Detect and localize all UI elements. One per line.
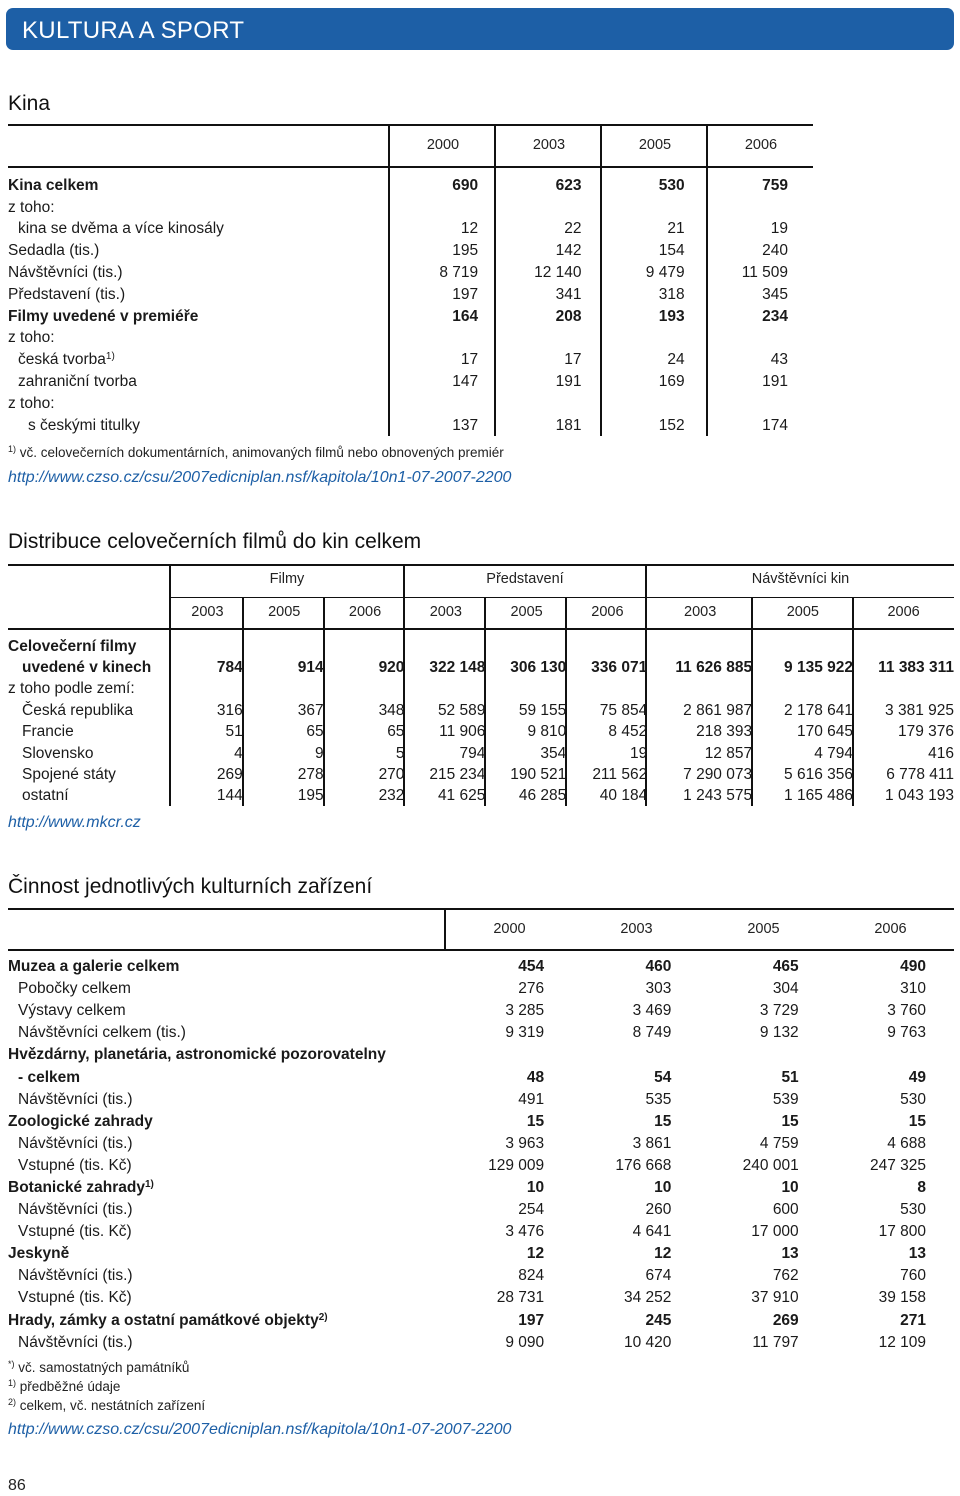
cell-value: 37 910 — [751, 1289, 799, 1307]
cell-value: 129 009 — [488, 1156, 545, 1174]
cell-value: 3 381 925 — [885, 701, 954, 719]
cell-value: 4 — [234, 744, 243, 762]
table-row — [8, 657, 954, 678]
row-label: česká tvorba$^{1)}$ — [18, 351, 115, 369]
row-label: Zoologické zahrady — [8, 1112, 153, 1130]
cell-value: 3 476 — [505, 1223, 545, 1241]
year-header: 2005 — [268, 604, 301, 620]
divider — [8, 166, 813, 168]
row-label: Pobočky celkem — [18, 980, 131, 998]
cell-value: 276 — [518, 980, 545, 998]
cell-value: 454 — [518, 958, 545, 976]
cell-value: 6 778 411 — [886, 766, 954, 784]
row-label: Slovensko — [22, 744, 94, 762]
cell-value: 51 — [781, 1068, 799, 1086]
cell-value: 19 — [629, 744, 648, 762]
cell-value: 17 000 — [751, 1223, 799, 1241]
distribuce-year-header — [171, 601, 954, 623]
cell-value: 794 — [459, 744, 486, 762]
cell-value: 17 — [564, 351, 582, 369]
row-label: ostatní — [22, 787, 69, 805]
row-label: Vstupné (tis. Kč) — [18, 1289, 132, 1307]
table-row — [8, 1221, 926, 1243]
cell-value: 416 — [928, 744, 954, 762]
cell-value: 345 — [762, 285, 788, 303]
cell-value: 762 — [772, 1267, 799, 1285]
banner-title: KULTURA A SPORT — [22, 17, 245, 44]
kina-header — [390, 134, 814, 156]
cell-value: 530 — [900, 1201, 926, 1219]
cell-value: 245 — [645, 1311, 672, 1329]
cell-value: 4 641 — [632, 1223, 672, 1241]
table-row — [8, 786, 954, 807]
cell-value: 3 469 — [632, 1002, 672, 1020]
divider — [8, 908, 954, 910]
cell-value: 12 140 — [534, 264, 582, 282]
cell-value: 4 759 — [759, 1134, 799, 1152]
table-row — [8, 1044, 926, 1066]
cell-value: 5 616 356 — [784, 766, 853, 784]
cell-value: 247 325 — [869, 1156, 926, 1174]
cell-value: 348 — [378, 701, 405, 719]
cell-value: 17 — [460, 351, 479, 369]
table-row — [8, 1133, 926, 1155]
cell-value: 9 132 — [759, 1024, 799, 1042]
divider — [8, 564, 954, 566]
row-label: z toho: — [8, 394, 55, 412]
cell-value: 190 521 — [510, 766, 567, 784]
row-label: Hrady, zámky a ostatní památkové objekty$^{2)}$ — [8, 1311, 328, 1329]
table-row — [8, 1022, 926, 1044]
year-header: 2003 — [191, 604, 224, 620]
table-row — [8, 722, 954, 743]
cell-value: 316 — [216, 701, 243, 719]
cell-value: 41 625 — [437, 787, 486, 805]
table-row — [8, 1111, 926, 1133]
cell-value: 51 — [225, 723, 243, 741]
cell-value: 1 043 193 — [885, 787, 954, 805]
cell-value: 174 — [762, 416, 788, 434]
page-number: 86 — [8, 1477, 26, 1494]
table-row — [8, 978, 926, 1000]
table-row — [8, 1089, 926, 1111]
cell-value: 260 — [645, 1201, 672, 1219]
cell-value: 193 — [658, 307, 685, 325]
divider — [8, 124, 813, 126]
cell-value: 759 — [762, 176, 788, 194]
cell-value: 49 — [908, 1068, 926, 1086]
row-label: Návštěvníci (tis.) — [18, 1090, 133, 1108]
row-label: Návštěvníci (tis.) — [18, 1267, 133, 1285]
cell-value: 52 589 — [437, 701, 486, 719]
cell-value: 9 479 — [645, 264, 685, 282]
table-row — [8, 262, 788, 284]
cell-value: 8 749 — [632, 1024, 672, 1042]
cell-value: 9 135 922 — [784, 659, 853, 677]
row-label: Návštěvníci (tis.) — [18, 1333, 133, 1351]
group-header-filmy: Filmy — [269, 571, 305, 587]
cell-value: 142 — [555, 242, 582, 260]
cell-value: 9 810 — [527, 723, 567, 741]
cell-value: 15 — [908, 1112, 926, 1130]
cell-value: 322 148 — [429, 659, 486, 677]
year-header: 2000 — [426, 137, 460, 153]
cell-value: 304 — [772, 980, 799, 998]
cell-value: 914 — [297, 659, 324, 677]
row-label: Výstavy celkem — [18, 1002, 126, 1020]
cell-value: 34 252 — [624, 1289, 672, 1307]
cell-value: 623 — [555, 176, 582, 194]
row-label: Celovečerní filmy — [8, 637, 137, 655]
cell-value: 11 906 — [439, 723, 486, 741]
year-header: 2005 — [638, 137, 672, 153]
table-row — [8, 219, 788, 241]
cell-value: 19 — [770, 220, 788, 238]
row-label: Botanické zahrady$^{1)}$ — [8, 1178, 154, 1196]
cell-value: 310 — [900, 980, 926, 998]
table-row — [8, 197, 788, 219]
row-label: Filmy uvedené v premiéře — [8, 307, 199, 325]
cell-value: 179 376 — [897, 723, 954, 741]
source-link[interactable]: http://www.czso.cz/csu/2007edicniplan.nsf/kapitola/10n1-07-2007-2200 — [8, 1421, 512, 1438]
cell-value: 3 760 — [887, 1002, 926, 1020]
cell-value: 43 — [770, 351, 788, 369]
cell-value: 12 — [460, 220, 479, 238]
row-label: uvedené v kinech — [22, 659, 152, 677]
cell-value: 28 731 — [496, 1289, 545, 1307]
cell-value: 270 — [378, 766, 405, 784]
table-row — [8, 1000, 926, 1022]
cell-value: 15 — [781, 1112, 799, 1130]
cell-value: 15 — [654, 1112, 672, 1130]
year-header: 2003 — [429, 604, 462, 620]
cell-value: 9 763 — [887, 1024, 926, 1042]
year-header: 2006 — [591, 604, 624, 620]
cell-value: 8 719 — [439, 264, 479, 282]
table-row — [8, 1199, 926, 1221]
cell-value: 278 — [297, 766, 324, 784]
section-title-kina: Kina — [8, 92, 51, 115]
kina-footnote: $^{1)}$ vč. celovečerních dokumentárních, animovaných filmů nebo obnovených premiér — [8, 444, 504, 460]
cell-value: 208 — [555, 307, 582, 325]
cell-value: 336 071 — [591, 659, 648, 677]
cell-value: 152 — [658, 416, 685, 434]
row-label: Jeskyně — [8, 1245, 70, 1263]
cell-value: 306 130 — [510, 659, 567, 677]
footnote: *) vč. samostatných památníků — [8, 1359, 190, 1375]
table-row — [8, 1287, 926, 1309]
cell-value: 10 — [526, 1178, 545, 1196]
cell-value: 154 — [658, 242, 685, 260]
cell-value: 4 688 — [887, 1134, 926, 1152]
cell-value: 3 729 — [759, 1002, 799, 1020]
cell-value: 75 854 — [599, 701, 648, 719]
cell-value: 12 109 — [878, 1333, 926, 1351]
cell-value: 13 — [781, 1245, 799, 1263]
cell-value: 4 794 — [814, 744, 853, 762]
table-row — [8, 240, 788, 262]
cell-value: 22 — [564, 220, 582, 238]
cell-value: 2 861 987 — [683, 701, 753, 719]
table-row — [8, 306, 788, 328]
table-row — [8, 700, 954, 721]
section-title-cinnost: Činnost jednotlivých kulturních zařízení — [8, 875, 373, 898]
table-row — [8, 743, 954, 764]
cell-value: 218 393 — [696, 723, 753, 741]
cell-value: 490 — [900, 958, 926, 976]
cell-value: 211 562 — [592, 766, 648, 784]
row-label: kina se dvěma a více kinosály — [18, 220, 224, 238]
cell-value: 46 285 — [518, 787, 567, 805]
table-row — [8, 1332, 926, 1354]
table-row — [8, 956, 926, 978]
cell-value: 11 509 — [741, 264, 788, 282]
cell-value: 674 — [645, 1267, 672, 1285]
cell-value: 169 — [658, 373, 685, 391]
cell-value: 1 165 486 — [784, 787, 853, 805]
cell-value: 8 452 — [608, 723, 648, 741]
cell-value: 24 — [667, 351, 685, 369]
cell-value: 920 — [378, 659, 405, 677]
cell-value: 9 090 — [505, 1333, 545, 1351]
cell-value: 254 — [518, 1201, 545, 1219]
row-label: z toho podle zemí: — [8, 680, 135, 698]
divider — [171, 597, 954, 598]
cell-value: 530 — [900, 1090, 926, 1108]
cell-value: 170 645 — [796, 723, 853, 741]
table-row — [8, 328, 788, 350]
year-header: 2005 — [510, 604, 543, 620]
cell-value: 15 — [526, 1112, 545, 1130]
cell-value: 21 — [667, 220, 685, 238]
cell-value: 271 — [900, 1311, 926, 1329]
cell-value: 269 — [216, 766, 243, 784]
cell-value: 17 800 — [878, 1223, 926, 1241]
cell-value: 191 — [762, 373, 788, 391]
year-header: 2003 — [684, 604, 717, 620]
cell-value: 240 — [762, 242, 788, 260]
footnote: $^{2)}$ celkem, vč. nestátních zařízení — [8, 1397, 206, 1413]
table-row — [8, 1310, 926, 1332]
divider — [8, 628, 954, 630]
year-header: 2006 — [887, 604, 920, 620]
table-row — [8, 764, 954, 785]
page-banner — [6, 8, 954, 50]
kina-table — [8, 175, 788, 437]
cell-value: 460 — [645, 958, 672, 976]
row-label: Návštěvníci celkem (tis.) — [18, 1024, 186, 1042]
cell-value: 164 — [452, 307, 479, 325]
row-label: Představení (tis.) — [8, 285, 126, 303]
cell-value: 48 — [526, 1068, 545, 1086]
year-header: 2006 — [874, 921, 907, 937]
row-label: Kina celkem — [8, 176, 99, 194]
cell-value: 12 — [526, 1245, 545, 1263]
row-label: Návštěvníci (tis.) — [18, 1134, 133, 1152]
cell-value: 9 — [314, 744, 324, 762]
source-link[interactable]: http://www.mkcr.cz — [8, 814, 141, 831]
table-row — [8, 371, 788, 393]
cell-value: 784 — [216, 659, 243, 677]
cell-value: 824 — [518, 1267, 545, 1285]
year-header: 2006 — [348, 604, 382, 620]
table-row — [8, 1243, 926, 1265]
cell-value: 197 — [452, 285, 479, 303]
cell-value: 341 — [555, 285, 582, 303]
cinnost-header — [446, 918, 954, 940]
cell-value: 10 — [781, 1178, 799, 1196]
cell-value: 600 — [772, 1201, 799, 1219]
row-label: - celkem — [18, 1068, 81, 1086]
cell-value: 3 285 — [505, 1002, 545, 1020]
row-label: Francie — [22, 723, 74, 741]
cell-value: 12 857 — [704, 744, 753, 762]
cell-value: 318 — [658, 285, 685, 303]
cell-value: 12 — [654, 1245, 672, 1263]
cell-value: 760 — [900, 1267, 926, 1285]
row-label: z toho: — [8, 198, 55, 216]
divider — [8, 949, 954, 951]
cell-value: 11 626 885 — [675, 659, 753, 677]
section-title-distribuce: Distribuce celovečerních filmů do kin celkem — [8, 530, 422, 553]
cell-value: 10 — [654, 1178, 672, 1196]
cell-value: 491 — [518, 1090, 545, 1108]
row-label: Vstupné (tis. Kč) — [18, 1156, 132, 1174]
year-header: 2000 — [493, 921, 526, 937]
cell-value: 147 — [452, 373, 479, 391]
cell-value: 10 420 — [624, 1333, 672, 1351]
cell-value: 269 — [772, 1311, 799, 1329]
cell-value: 232 — [378, 787, 405, 805]
row-label: s českými titulky — [28, 416, 140, 434]
cell-value: 7 290 073 — [683, 766, 753, 784]
row-label: z toho: — [8, 329, 55, 347]
cell-value: 13 — [908, 1245, 926, 1263]
table-row — [8, 679, 954, 700]
row-label: Muzea a galerie celkem — [8, 958, 180, 976]
table-row — [8, 1177, 926, 1199]
year-header: 2003 — [532, 137, 566, 153]
cell-value: 303 — [645, 980, 672, 998]
year-header: 2005 — [747, 921, 780, 937]
cell-value: 530 — [658, 176, 685, 194]
cell-value: 354 — [540, 744, 567, 762]
cell-value: 465 — [772, 958, 799, 976]
cell-value: 2 178 641 — [784, 701, 853, 719]
row-label: Vstupné (tis. Kč) — [18, 1223, 132, 1241]
cell-value: 690 — [452, 176, 479, 194]
table-row — [8, 1265, 926, 1287]
cell-value: 65 — [387, 723, 405, 741]
cell-value: 1 243 575 — [683, 787, 753, 805]
cell-value: 11 797 — [752, 1333, 799, 1351]
cell-value: 54 — [654, 1068, 672, 1086]
cell-value: 535 — [645, 1090, 672, 1108]
cell-value: 215 234 — [429, 766, 486, 784]
cell-value: 11 383 311 — [878, 659, 954, 677]
row-label: Hvězdárny, planetária, astronomické pozorovatelny — [8, 1046, 386, 1064]
cell-value: 539 — [772, 1090, 799, 1108]
cell-value: 8 — [917, 1178, 926, 1196]
cell-value: 65 — [306, 723, 324, 741]
table-row — [8, 1155, 926, 1177]
footnote: $^{1)}$ předběžné údaje — [8, 1378, 121, 1394]
table-row — [8, 636, 954, 657]
distribuce-table — [8, 636, 954, 807]
row-label: Návštěvníci (tis.) — [18, 1201, 133, 1219]
table-row — [8, 1066, 926, 1088]
cell-value: 181 — [555, 416, 582, 434]
cell-value: 240 001 — [742, 1156, 799, 1174]
group-header-navstevnici: Návštěvníci kin — [751, 571, 850, 587]
cell-value: 144 — [216, 787, 243, 805]
cell-value: 5 — [395, 744, 405, 762]
cinnost-table — [8, 956, 926, 1354]
row-label: Spojené státy — [22, 766, 116, 784]
cell-value: 40 184 — [599, 787, 648, 805]
cell-value: 137 — [452, 416, 479, 434]
table-row — [8, 284, 788, 306]
cell-value: 367 — [297, 701, 324, 719]
cell-value: 195 — [297, 787, 324, 805]
table-row — [8, 349, 788, 371]
row-label: Sedadla (tis.) — [8, 242, 100, 260]
row-label: zahraniční tvorba — [18, 373, 137, 391]
year-header: 2005 — [786, 604, 819, 620]
cell-value: 195 — [452, 242, 479, 260]
cell-value: 9 319 — [505, 1024, 545, 1042]
table-row — [8, 175, 788, 197]
cell-value: 191 — [555, 373, 582, 391]
row-label: Návštěvníci (tis.) — [8, 264, 123, 282]
table-row — [8, 393, 788, 415]
year-header: 2003 — [620, 921, 653, 937]
year-header: 2006 — [744, 137, 778, 153]
row-label: Česká republika — [22, 701, 134, 719]
cell-value: 234 — [762, 307, 788, 325]
cell-value: 3 963 — [505, 1134, 545, 1152]
cell-value: 39 158 — [878, 1289, 926, 1307]
cell-value: 176 668 — [615, 1156, 672, 1174]
cell-value: 197 — [518, 1311, 545, 1329]
cell-value: 59 155 — [518, 701, 567, 719]
table-row — [8, 415, 788, 437]
group-header-predstaveni: Představení — [486, 571, 564, 587]
cell-value: 3 861 — [632, 1134, 672, 1152]
source-link[interactable]: http://www.czso.cz/csu/2007edicniplan.nsf/kapitola/10n1-07-2007-2200 — [8, 469, 512, 486]
